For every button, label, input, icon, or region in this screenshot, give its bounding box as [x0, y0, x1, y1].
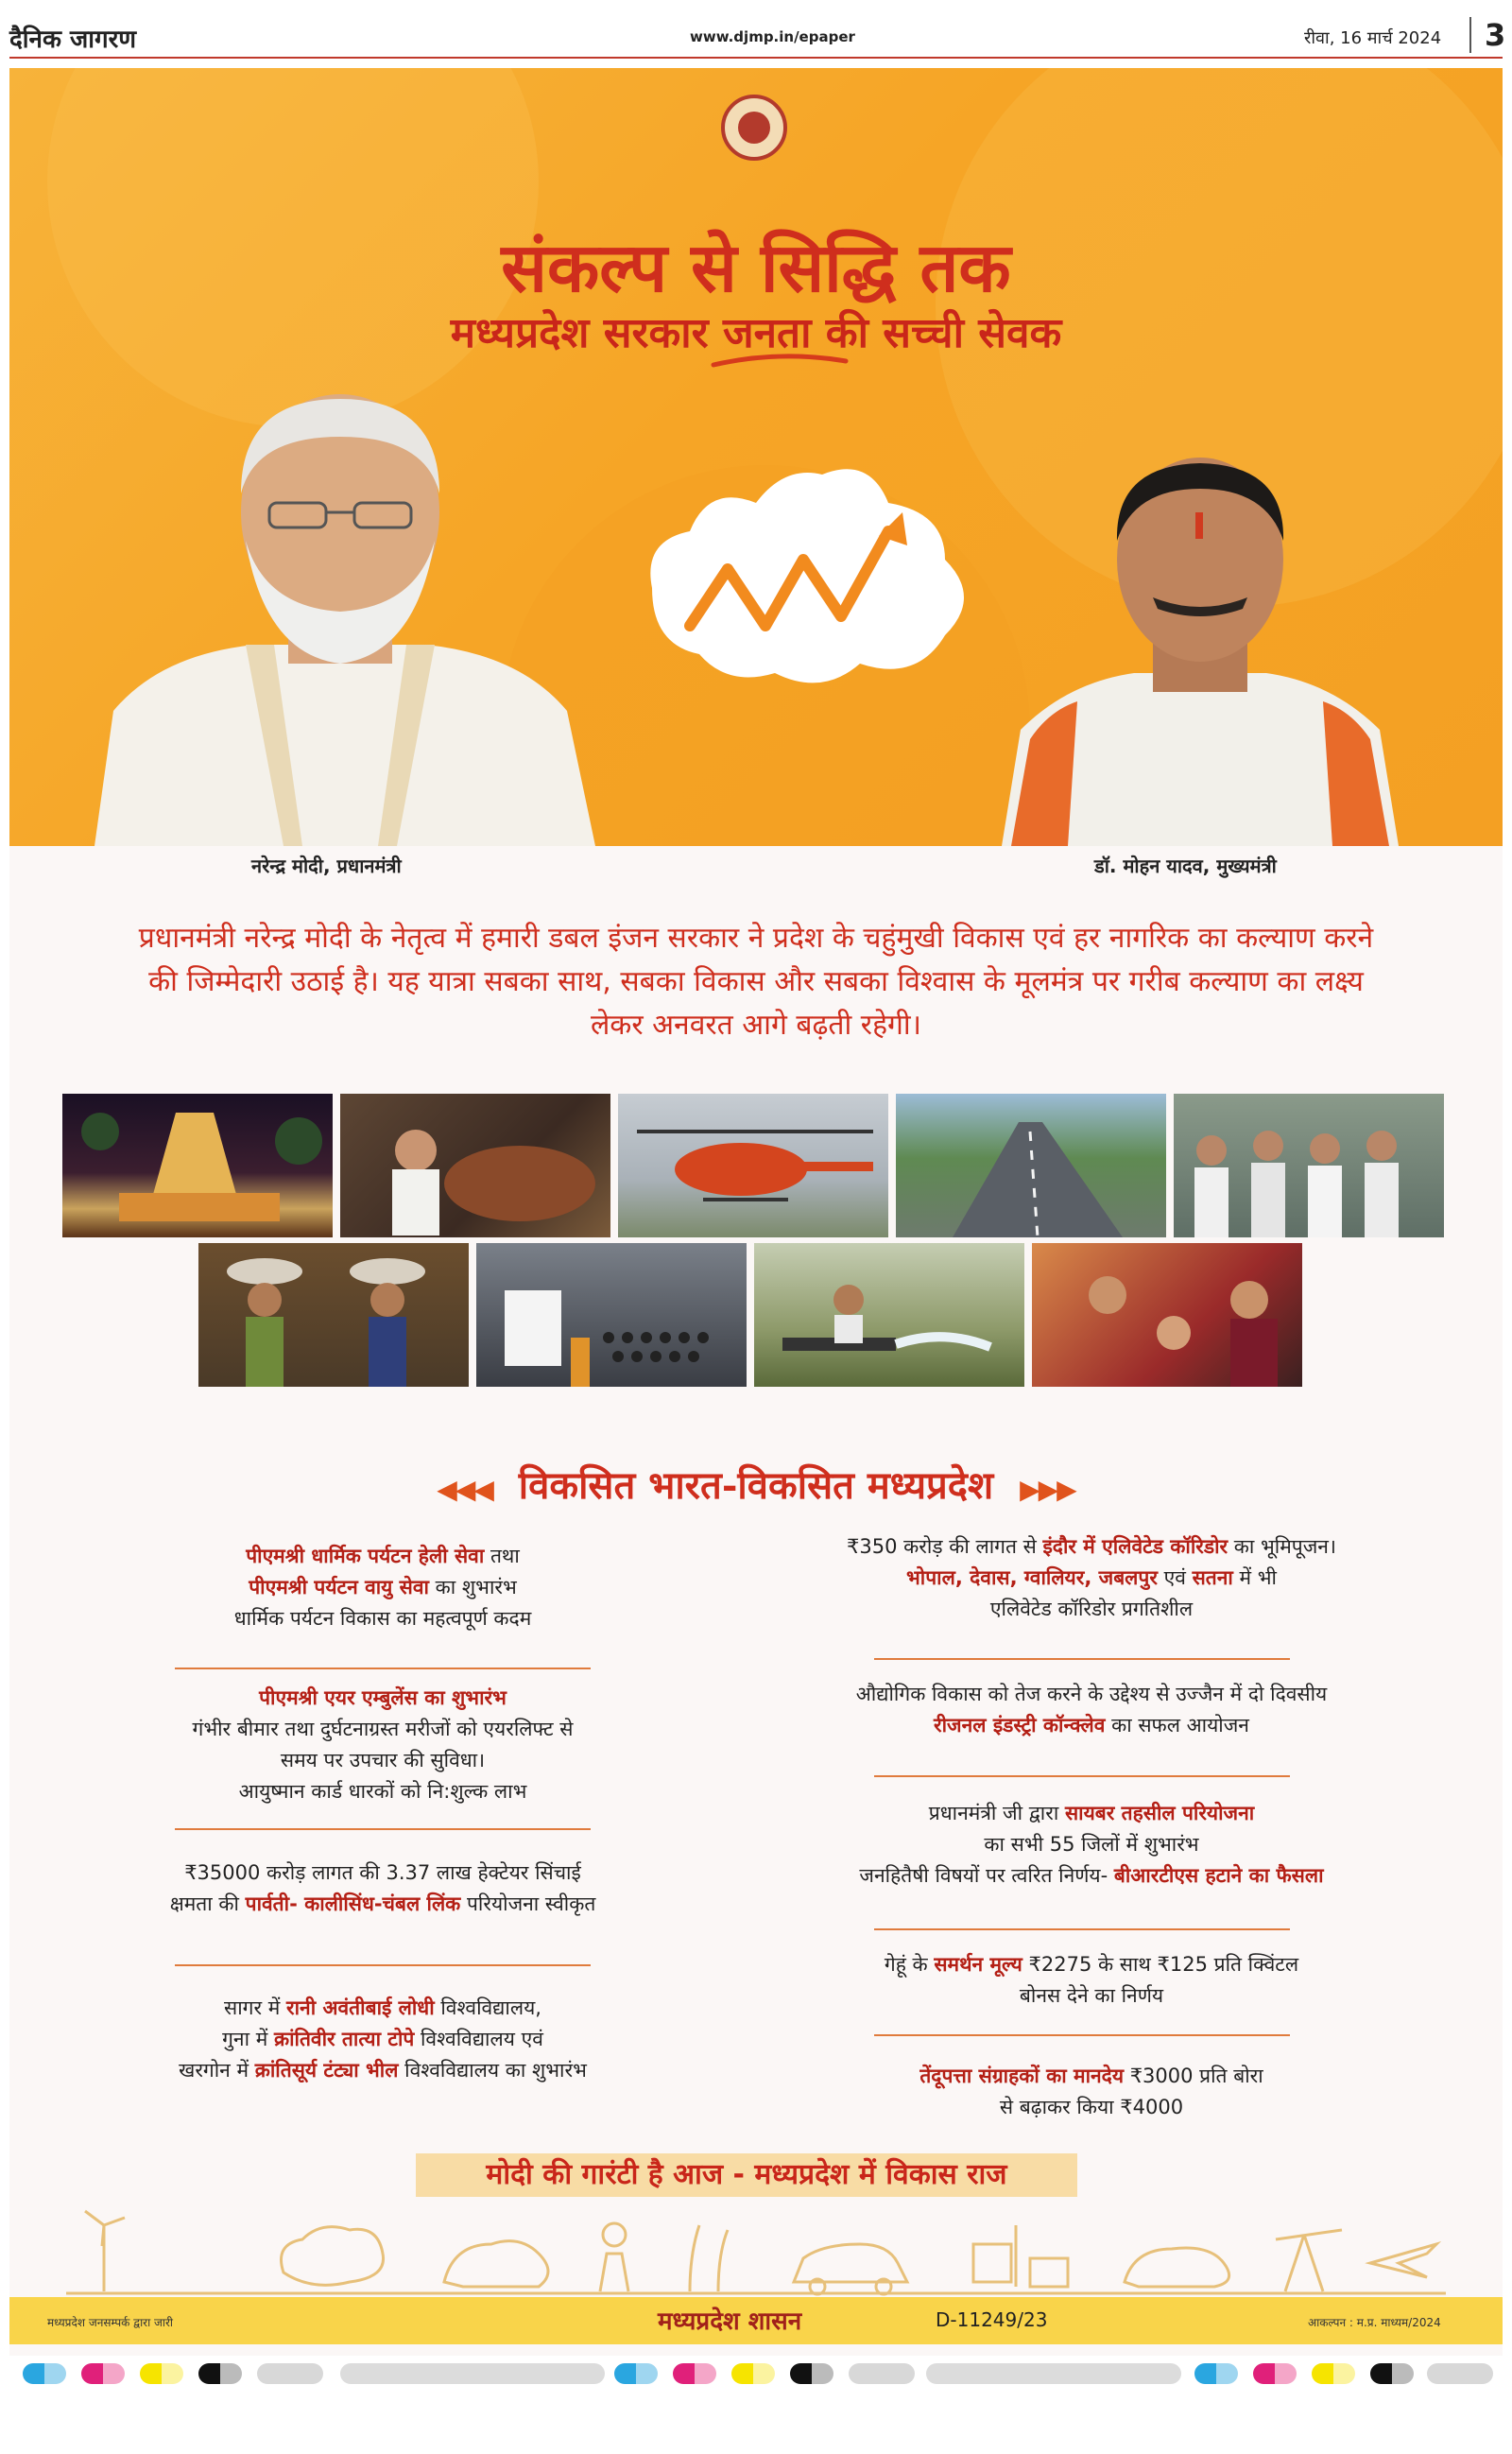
item-text: गंभीर बीमार तथा दुर्घटनाग्रस्त मरीजों को एयरलिफ्ट से — [192, 1718, 574, 1740]
item-highlight: क्रांतिवीर तात्या टोपे — [273, 2028, 415, 2050]
item-text: खरगोन में — [179, 2059, 255, 2082]
cm-caption: डॉ. मोहन यादव, मुख्यमंत्री — [1094, 855, 1277, 877]
cow-feeding-photo — [340, 1094, 610, 1237]
slogan-banner: मोदी की गारंटी है आज - मध्यप्रदेश में विकास राज — [416, 2153, 1077, 2197]
item-text: ₹2275 के साथ ₹125 प्रति क्विंटल — [1022, 1953, 1299, 1976]
item-text: आयुष्मान कार्ड धारकों को नि:शुल्क लाभ — [238, 1780, 527, 1803]
item-text: समय पर उपचार की सुविधा। — [280, 1749, 486, 1771]
divider — [874, 1658, 1290, 1660]
madhya-pradesh-map-icon — [624, 446, 992, 701]
crop-icon — [690, 2225, 728, 2291]
cyan-swatch — [23, 2363, 66, 2384]
item-highlight: तेंदूपत्ता संग्राहकों का मानदेय — [919, 2065, 1125, 2087]
item-text: में भी — [1232, 1566, 1277, 1589]
women-selfie-photo — [1032, 1243, 1302, 1387]
airplane-icon — [1370, 2244, 1436, 2277]
women-illustration — [1032, 1243, 1302, 1387]
magenta-swatch — [673, 2363, 716, 2384]
grey-bar — [926, 2363, 1181, 2384]
page-number: 3 — [1469, 17, 1505, 53]
swoosh-icon — [709, 352, 850, 371]
cow-illustration — [340, 1094, 610, 1237]
black-swatch — [1370, 2363, 1414, 2384]
grey-swatch — [257, 2363, 323, 2384]
intro-paragraph: प्रधानमंत्री नरेन्द्र मोदी के नेतृत्व में हमारी डबल इंजन सरकार ने प्रदेश के चहुंमुखी विकास एवं हर नागरिक का कल्याण करने की जिम्मेदारी उठाई है। यह यात्रा सबका साथ, सबका विकास और सबका विश्वास के मूलमंत्र पर गरीब कल्याण का लक्ष्य लेकर अनवरत आगे बढ़ती रहेगी। — [138, 922, 1374, 1042]
item-text: एलिवेटेड कॉरिडोर प्रगतिशील — [989, 1598, 1194, 1620]
development-icons-strip — [66, 2206, 1446, 2297]
helicopter-illustration — [618, 1094, 888, 1237]
hero-banner — [9, 68, 1503, 846]
item-text: जनहितैषी विषयों पर त्वरित निर्णय- — [859, 1864, 1114, 1887]
item-text: विश्वविद्यालय एवं — [414, 2028, 543, 2050]
labourers-illustration — [198, 1243, 469, 1387]
divider — [175, 1668, 591, 1669]
item-text: का सफल आयोजन — [1105, 1714, 1249, 1737]
item-text: धार्मिक पर्यटन विकास का महत्वपूर्ण कदम — [233, 1607, 532, 1630]
divider — [874, 1775, 1290, 1777]
item-text: प्रधानमंत्री जी द्वारा — [928, 1802, 1065, 1824]
yellow-swatch — [1312, 2363, 1355, 2384]
printer-color-strip — [9, 2363, 1503, 2384]
item-text: का सभी 55 जिलों में शुभारंभ — [984, 1833, 1199, 1856]
grey-swatch — [1427, 2363, 1493, 2384]
temple-illustration — [62, 1094, 333, 1237]
conference-illustration — [476, 1243, 747, 1387]
item-highlight: समर्थन मूल्य — [934, 1953, 1022, 1976]
item-highlight: सतना — [1192, 1566, 1233, 1589]
pump-icon — [1276, 2230, 1342, 2291]
helicopter-photo — [618, 1094, 888, 1237]
prime-minister-photo — [76, 371, 605, 846]
black-swatch — [198, 2363, 242, 2384]
students-photo — [1174, 1094, 1444, 1237]
ad-code: D-11249/23 — [936, 2308, 1048, 2331]
item-highlight: इंदौर में एलिवेटेड कॉरिडोर — [1042, 1535, 1228, 1558]
item-text: एवं — [1157, 1566, 1193, 1589]
section-title — [9, 1458, 1503, 1510]
designed-by: आकल्पन : म.प्र. माध्यम/2024 — [1308, 2316, 1441, 2329]
footer-bar — [9, 2297, 1503, 2344]
item-highlight: रानी अवंतीबाई लोधी — [286, 1996, 435, 2019]
right-item-2 — [770, 1679, 1413, 1741]
item-highlight: भोपाल, देवास, ग्वालियर, जबलपुर — [906, 1566, 1158, 1589]
item-highlight: पीएमश्री धार्मिक पर्यटन हेली सेवा — [246, 1545, 485, 1567]
item-text: गेहूं के — [884, 1953, 935, 1976]
right-arrows-icon: ▶▶▶ — [1020, 1474, 1075, 1505]
left-item-4 — [118, 1993, 647, 2086]
item-text: विश्वविद्यालय, — [434, 1996, 541, 2019]
issued-by: मध्यप्रदेश जनसम्पर्क द्वारा जारी — [47, 2316, 174, 2329]
item-text: क्षमता की — [169, 1892, 246, 1915]
forklift-icon — [973, 2225, 1068, 2287]
divider — [874, 1928, 1290, 1930]
emblem-center-icon — [738, 112, 770, 144]
item-text: सागर में — [224, 1996, 287, 2019]
farmer-icon — [600, 2223, 628, 2291]
newspaper-header — [9, 17, 1506, 59]
pm-caption: नरेन्द्र मोदी, प्रधानमंत्री — [251, 855, 402, 877]
section-title-text: विकसित भारत-विकसित मध्यप्रदेश — [518, 1463, 994, 1508]
divider — [874, 2034, 1290, 2036]
irrigation-illustration — [754, 1243, 1024, 1387]
cyan-swatch — [1194, 2363, 1238, 2384]
left-item-2 — [118, 1683, 647, 1807]
item-text: विश्वविद्यालय का शुभारंभ — [398, 2059, 587, 2082]
item-highlight: सायबर तहसील परियोजना — [1064, 1802, 1255, 1824]
item-text: से बढ़ाकर किया ₹4000 — [999, 2096, 1184, 2118]
highway-illustration — [896, 1094, 1166, 1237]
item-text: औद्योगिक विकास को तेज करने के उद्देश्य से उज्जैन में दो दिवसीय — [855, 1683, 1328, 1705]
chief-minister-photo — [992, 446, 1408, 846]
item-highlight: पीएमश्री एयर एम्बुलेंस का शुभारंभ — [259, 1686, 507, 1709]
item-highlight: रीजनल इंडस्ट्री कॉन्क्लेव — [934, 1714, 1106, 1737]
item-text: ₹3000 प्रति बोरा — [1124, 2065, 1263, 2087]
students-illustration — [1174, 1094, 1444, 1237]
headline: संकल्प से सिद्धि तक — [501, 227, 1011, 307]
right-item-5 — [799, 2061, 1384, 2123]
magenta-swatch — [81, 2363, 125, 2384]
right-item-4 — [799, 1949, 1384, 2012]
item-text: तथा — [484, 1545, 520, 1567]
item-text: परियोजना स्वीकृत — [460, 1892, 596, 1915]
black-swatch — [790, 2363, 833, 2384]
wind-turbine-icon — [85, 2211, 125, 2291]
grey-swatch — [849, 2363, 915, 2384]
item-highlight: क्रांतिसूर्य टंट्या भील — [254, 2059, 399, 2082]
irrigation-photo — [754, 1243, 1024, 1387]
item-text: ₹350 करोड़ की लागत से — [847, 1535, 1043, 1558]
yellow-swatch — [731, 2363, 775, 2384]
masthead: दैनिक जागरण — [9, 26, 137, 54]
magenta-swatch — [1253, 2363, 1297, 2384]
labourers-photo — [198, 1243, 469, 1387]
item-highlight: पीएमश्री पर्यटन वायु सेवा — [249, 1576, 429, 1599]
highway-photo — [896, 1094, 1166, 1237]
car-icon — [794, 2244, 907, 2294]
divider — [175, 1964, 591, 1966]
left-item-3 — [118, 1858, 647, 1920]
map-icon — [282, 2227, 384, 2286]
right-item-1 — [799, 1531, 1384, 1625]
government-advertisement — [9, 68, 1503, 2356]
temple-photo — [62, 1094, 333, 1237]
mp-government-emblem — [721, 95, 787, 161]
site-url[interactable]: www.djmp.in/epaper — [690, 28, 855, 45]
cyan-swatch — [614, 2363, 658, 2384]
tiger-icon — [444, 2241, 548, 2287]
item-highlight: बीआरटीएस हटाने का फैसला — [1113, 1864, 1324, 1887]
dateline: रीवा, 16 मार्च 2024 — [1304, 28, 1442, 48]
item-text: का शुभारंभ — [428, 1576, 517, 1599]
issuer-name: मध्यप्रदेश शासन — [658, 2307, 802, 2336]
item-highlight: पार्वती- कालीसिंध-चंबल लिंक — [245, 1892, 461, 1915]
grey-bar — [340, 2363, 605, 2384]
item-text: गुना में — [222, 2028, 274, 2050]
left-item-1 — [118, 1541, 647, 1634]
subheadline: मध्यप्रदेश सरकार जनता की सच्ची सेवक — [450, 309, 1062, 357]
item-text: का भूमिपूजन। — [1228, 1535, 1336, 1558]
left-arrows-icon: ◀◀◀ — [437, 1474, 492, 1505]
right-item-3 — [799, 1798, 1384, 1892]
divider — [175, 1828, 591, 1830]
item-text: बोनस देने का निर्णय — [1019, 1984, 1164, 2007]
item-text: ₹35000 करोड़ लागत की 3.37 लाख हेक्टेयर सिंचाई — [184, 1861, 581, 1884]
yellow-swatch — [140, 2363, 183, 2384]
leopard-icon — [1125, 2248, 1229, 2287]
conference-photo — [476, 1243, 747, 1387]
